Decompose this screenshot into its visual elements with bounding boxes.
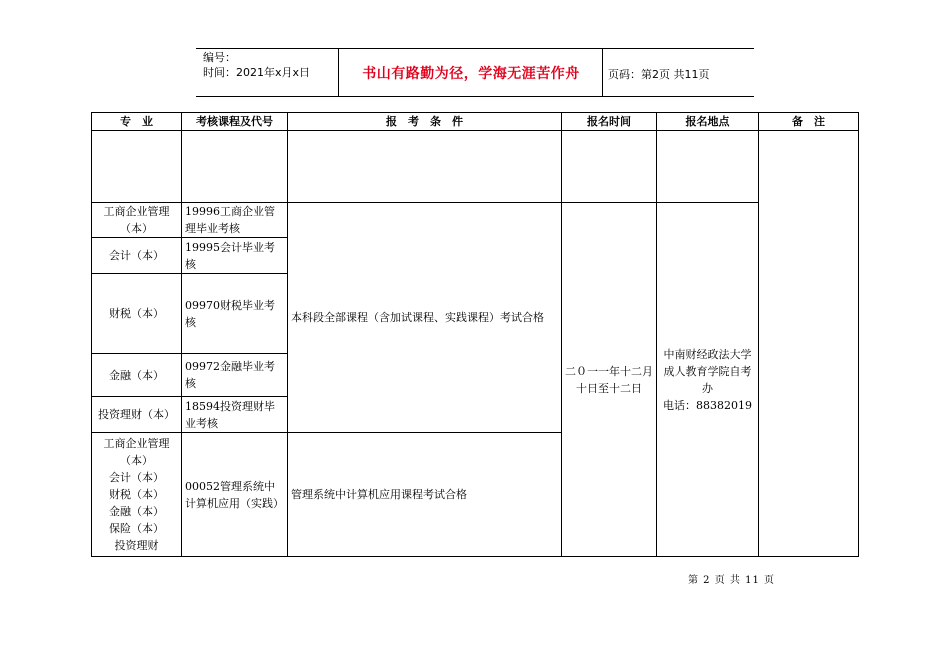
header-bottom-rule	[196, 96, 754, 97]
course-cell: 19996工商企业管理毕业考核	[182, 203, 288, 238]
doc-time-label: 时间：2021年x月x日	[203, 66, 311, 79]
phone-text: 电话：88382019	[663, 398, 752, 412]
col-header-condition: 报 考 条 件	[288, 113, 562, 131]
course-cell: 00052管理系统中计算机应用（实践）	[182, 433, 288, 557]
major-line: 财税（本）	[109, 488, 164, 501]
col-header-major: 专 业	[92, 113, 182, 131]
table-row	[92, 203, 859, 238]
header-motto: 书山有路勤为径，学海无涯苦作舟	[362, 66, 580, 82]
condition-cell: 管理系统中计算机应用课程考试合格	[288, 433, 562, 557]
footer-page-number: 第 2 页 共 11 页	[688, 575, 775, 586]
major-line: （本）	[120, 454, 153, 467]
table-cell	[92, 131, 182, 203]
header-divider-left	[338, 48, 339, 97]
table-cell	[657, 131, 759, 203]
time-cell: 二０一一年十二月十日至十二日	[562, 203, 657, 557]
place-text: 中南财经政法大学成人教育学院自考办	[663, 347, 752, 395]
table-cell	[562, 131, 657, 203]
major-line: 投资理财	[114, 539, 159, 552]
exam-schedule-table	[91, 112, 859, 557]
table-cell	[288, 131, 562, 203]
col-header-course: 考核课程及代号	[182, 113, 288, 131]
condition-cell: 本科段全部课程（含加试课程、实践课程）考试合格	[288, 203, 562, 433]
course-cell: 09970财税毕业考核	[182, 274, 288, 354]
header-top-rule	[196, 48, 754, 49]
major-line: 工商企业管理	[103, 437, 170, 450]
major-cell: 会计（本）	[92, 238, 182, 274]
table-row-empty	[92, 131, 859, 203]
major-cell: 财税（本）	[92, 274, 182, 354]
major-line: 会计（本）	[109, 471, 164, 484]
doc-number-label: 编号：	[203, 51, 236, 64]
major-line: 金融（本）	[109, 505, 164, 518]
major-line: 保险（本）	[109, 522, 164, 535]
col-header-time: 报名时间	[562, 113, 657, 131]
header-divider-right	[602, 48, 603, 97]
place-cell	[657, 203, 759, 557]
table-cell	[182, 131, 288, 203]
col-header-remark: 备 注	[759, 113, 859, 131]
course-cell: 19995会计毕业考核	[182, 238, 288, 274]
course-cell: 18594投资理财毕业考核	[182, 397, 288, 433]
header-page-label: 页码：第2页 共11页	[608, 68, 710, 81]
course-cell: 09972金融毕业考核	[182, 354, 288, 397]
col-header-place: 报名地点	[657, 113, 759, 131]
table-header-row	[92, 113, 859, 131]
remark-cell	[759, 131, 859, 557]
major-cell: 金融（本）	[92, 354, 182, 397]
header-meta	[203, 50, 310, 80]
major-cell-group	[92, 433, 182, 557]
major-cell: 工商企业管理（本）	[92, 203, 182, 238]
major-cell: 投资理财（本）	[92, 397, 182, 433]
